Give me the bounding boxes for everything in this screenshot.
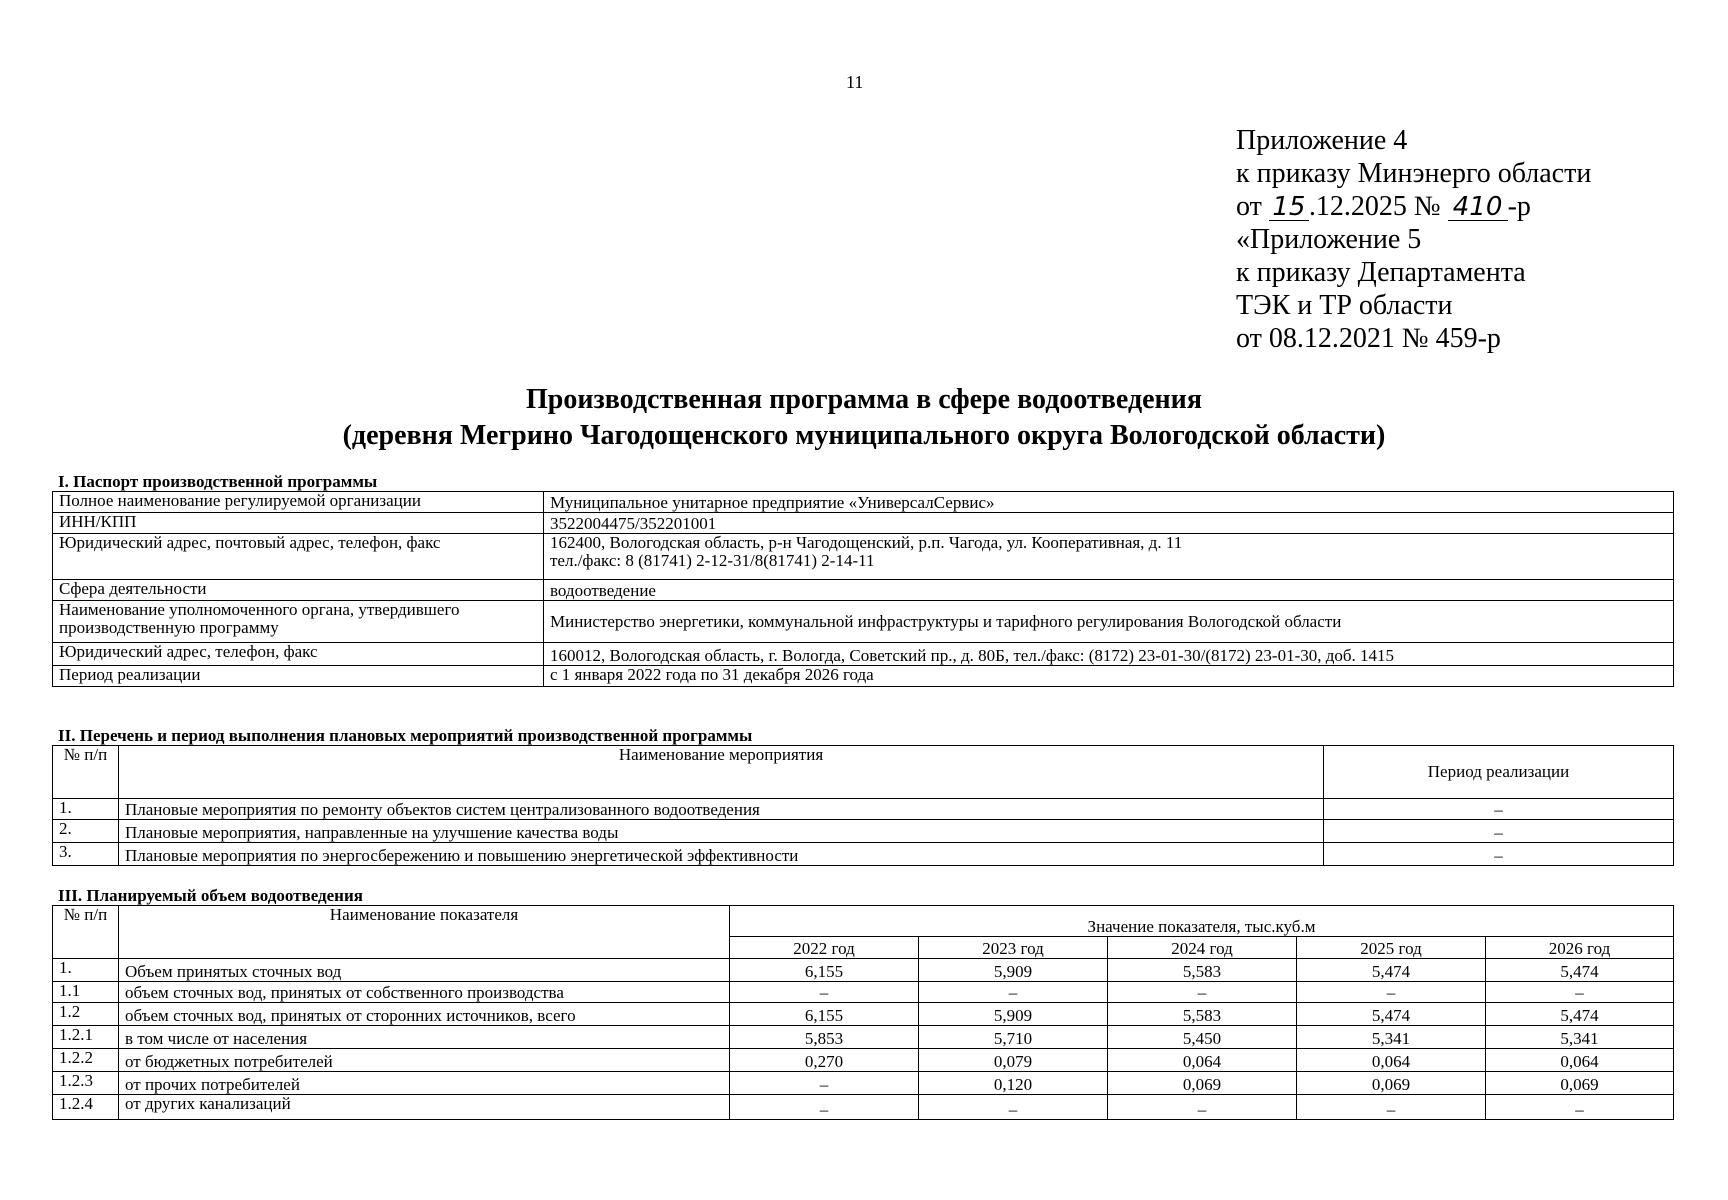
column-header-num: № п/п [53,906,119,959]
row-num: 1.2.2 [53,1049,119,1072]
passport-label: Юридический адрес, почтовый адрес, телефон, факс [53,534,544,580]
row-value: 0,064 [1486,1049,1674,1072]
row-value: 5,450 [1108,1026,1297,1049]
appendix-date-suffix: -р [1507,191,1531,222]
row-value: – [730,1095,919,1120]
section2-title: II. Перечень и период выполнения плановых мероприятий производственной программы [58,726,753,745]
page-number: 11 [846,72,864,92]
passport-value: Министерство энергетики, коммунальной инфраструктуры и тарифного регулирования Вологодской области [544,601,1674,643]
row-period: – [1324,820,1674,843]
row-value: 0,064 [1108,1049,1297,1072]
row-value: – [730,982,919,1003]
row-value: – [1297,1095,1486,1120]
year-header: 2024 год [1108,937,1297,959]
section1-title: I. Паспорт производственной программы [58,472,378,491]
table-row [53,580,1674,601]
passport-value: 3522004475/352201001 [544,513,1674,534]
row-num: 1. [53,959,119,982]
row-value: – [1297,982,1486,1003]
appendix-line: Приложение 4 [1236,125,1408,156]
table-row [53,1003,1674,1026]
column-header-value: Значение показателя, тыс.куб.м [730,906,1674,937]
table-row [53,1049,1674,1072]
year-header: 2026 год [1486,937,1674,959]
row-name: от прочих потребителей [119,1072,730,1095]
row-value: 5,909 [919,959,1108,982]
row-value: – [1108,982,1297,1003]
row-num: 1. [53,799,119,820]
table-row [53,1072,1674,1095]
row-value: 0,270 [730,1049,919,1072]
row-value: – [1486,982,1674,1003]
appendix-line: от 08.12.2021 № 459-р [1236,323,1501,354]
row-num: 1.2.1 [53,1026,119,1049]
row-value: 6,155 [730,959,919,982]
row-num: 1.2.4 [53,1095,119,1120]
volume-table [52,905,1674,1120]
row-value: 0,069 [1108,1072,1297,1095]
row-period: – [1324,799,1674,820]
row-name: от других канализаций [119,1095,730,1120]
row-num: 1.2.3 [53,1072,119,1095]
table-row [53,1095,1674,1120]
document-title-line2: (деревня Мегрино Чагодощенского муниципального округа Вологодской области) [342,420,1386,451]
row-value: 0,079 [919,1049,1108,1072]
row-name: от бюджетных потребителей [119,1049,730,1072]
table-header-row [53,746,1674,799]
passport-value: водоотведение [544,580,1674,601]
appendix-date-prefix: от [1236,191,1262,222]
row-name: в том числе от населения [119,1026,730,1049]
row-period: – [1324,843,1674,866]
table-row [53,534,1674,580]
row-value: 5,583 [1108,1003,1297,1026]
row-value: – [1486,1095,1674,1120]
passport-label: Юридический адрес, телефон, факс [53,643,544,666]
table-row [53,843,1674,866]
year-header: 2025 год [1297,937,1486,959]
passport-value: с 1 января 2022 года по 31 декабря 2026 года [544,666,1674,687]
passport-label: Полное наименование регулируемой организации [53,492,544,513]
document-title [0,382,1728,454]
document-title-line1: Производственная программа в сфере водоотведения [526,384,1202,415]
row-name: Плановые мероприятия, направленные на улучшение качества воды [119,820,1324,843]
row-value: 5,474 [1486,1003,1674,1026]
row-value: 5,474 [1486,959,1674,982]
handwritten-day: 15 [1269,194,1309,221]
row-num: 2. [53,820,119,843]
table-row [53,820,1674,843]
table-row [53,1026,1674,1049]
row-value: 6,155 [730,1003,919,1026]
passport-phone: тел./факс: 8 (81741) 2-12-31/8(81741) 2-14-11 [550,551,875,570]
row-name: Плановые мероприятия по энергосбережению и повышению энергетической эффективности [119,843,1324,866]
row-name: объем сточных вод, принятых от сторонних источников, всего [119,1003,730,1026]
row-value: 5,710 [919,1026,1108,1049]
row-value: 5,474 [1297,1003,1486,1026]
appendix-line: «Приложение 5 [1236,224,1422,255]
appendix-block [1236,124,1591,355]
passport-value: 160012, Вологодская область, г. Вологда, Советский пр., д. 80Б, тел./факс: (8172) 23-01-30/(8172) 23-01-30, доб. 1415 [544,643,1674,666]
row-value: 5,341 [1486,1026,1674,1049]
row-value: 5,474 [1297,959,1486,982]
year-header: 2022 год [730,937,919,959]
table-row [53,492,1674,513]
section3-title: III. Планируемый объем водоотведения [58,886,363,905]
row-num: 1.1 [53,982,119,1003]
table-row [53,643,1674,666]
column-header-period: Период реализации [1324,746,1674,799]
row-num: 3. [53,843,119,866]
passport-label: Период реализации [53,666,544,687]
row-value: – [1108,1095,1297,1120]
row-value: 5,341 [1297,1026,1486,1049]
passport-label: Наименование уполномоченного органа, утвердившего производственную программу [53,601,544,643]
row-name: объем сточных вод, принятых от собственного производства [119,982,730,1003]
appendix-line: к приказу Минэнерго области [1236,158,1592,189]
passport-value: Муниципальное унитарное предприятие «УниверсалСервис» [544,492,1674,513]
passport-address: 162400, Вологодская область, р-н Чагодощенский, р.п. Чагода, ул. Кооперативная, д. 11 [550,533,1183,552]
table-row [53,513,1674,534]
row-value: 0,120 [919,1072,1108,1095]
table-row [53,799,1674,820]
passport-label: ИНН/КПП [53,513,544,534]
row-value: – [730,1072,919,1095]
row-value: – [919,1095,1108,1120]
appendix-line: ТЭК и ТР области [1236,290,1453,321]
row-value: 5,583 [1108,959,1297,982]
row-value: 5,909 [919,1003,1108,1026]
appendix-date-line [1236,190,1591,223]
row-value: 0,064 [1297,1049,1486,1072]
appendix-line: к приказу Департамента [1236,257,1526,288]
table-header-row [53,906,1674,937]
table-row [53,959,1674,982]
row-name: Плановые мероприятия по ремонту объектов систем централизованного водоотведения [119,799,1324,820]
passport-table [52,491,1674,687]
row-num: 1.2 [53,1003,119,1026]
appendix-date-mid: .12.2025 № [1308,191,1441,222]
column-header-name: Наименование мероприятия [119,746,1324,799]
column-header-num: № п/п [53,746,119,799]
passport-value [544,534,1674,580]
row-value: 5,853 [730,1026,919,1049]
row-value: 0,069 [1297,1072,1486,1095]
table-row [53,666,1674,687]
column-header-name: Наименование показателя [119,906,730,959]
row-value: – [919,982,1108,1003]
row-value: 0,069 [1486,1072,1674,1095]
passport-label: Сфера деятельности [53,580,544,601]
row-name: Объем принятых сточных вод [119,959,730,982]
table-row [53,601,1674,643]
year-header: 2023 год [919,937,1108,959]
table-row [53,982,1674,1003]
activities-table [52,745,1674,866]
handwritten-number: 410 [1448,194,1508,221]
